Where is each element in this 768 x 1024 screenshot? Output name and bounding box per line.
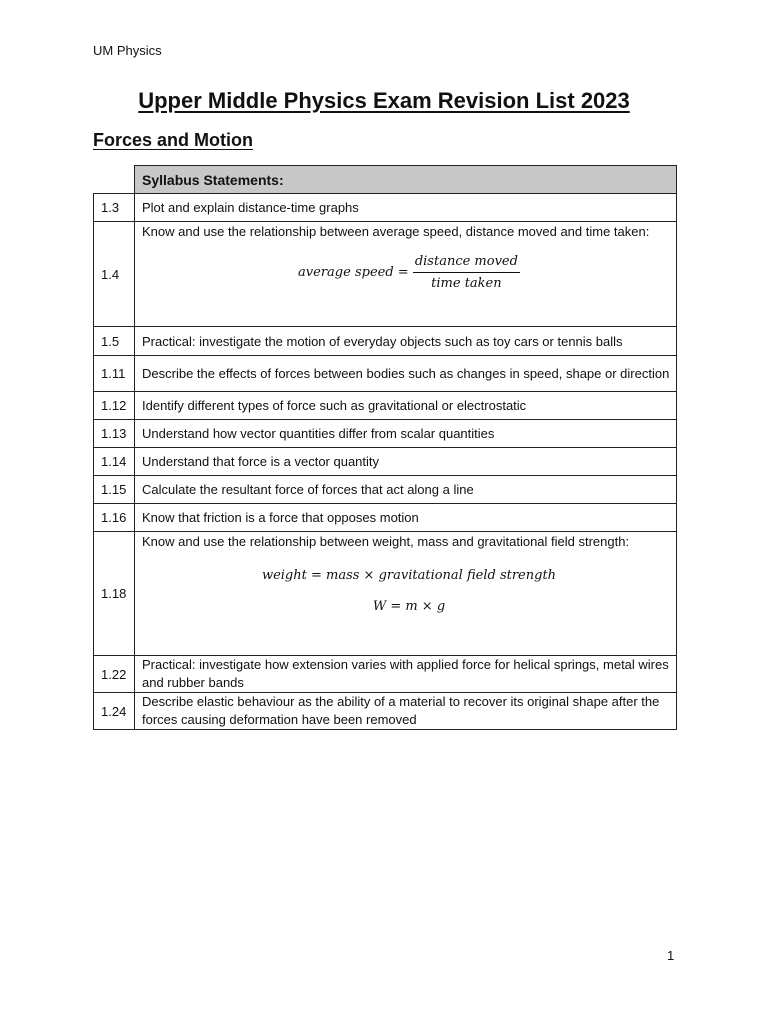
row-statement [135,532,677,656]
row-statement: Identify different types of force such as gravitational or electrostatic [135,392,677,420]
page-header: UM Physics [93,43,162,58]
table-row [94,532,677,656]
syllabus-header: Syllabus Statements: [135,166,677,194]
table-row [94,392,677,420]
fraction-denominator: time taken [431,276,502,291]
equation-lhs: average speed = [298,265,409,280]
table-row [94,504,677,532]
row-statement: Plot and explain distance-time graphs [135,194,677,222]
row-number: 1.5 [94,327,135,356]
header-blank-cell [94,166,135,194]
row-statement: Practical: investigate how extension varies with applied force for helical springs, metal wires and rubber bands [135,656,677,693]
document-title [0,88,768,114]
row-statement: Practical: investigate the motion of everyday objects such as toy cars or tennis balls [135,327,677,356]
page-number: 1 [667,948,675,963]
equation-weight-symbols: W = m × g [372,599,446,614]
equation-weight: weight = mass × gravitational field strength [261,568,557,583]
fraction-numerator: distance moved [413,254,520,273]
row-number: 1.16 [94,504,135,532]
row-number: 1.12 [94,392,135,420]
table-row [94,194,677,222]
row-number: 1.15 [94,476,135,504]
row-number: 1.13 [94,420,135,448]
row-number: 1.22 [94,656,135,693]
table-row [94,693,677,730]
statement-text: Know and use the relationship between weight, mass and gravitational field strength: [142,534,630,549]
table-row [94,420,677,448]
row-statement [135,222,677,327]
row-number: 1.18 [94,532,135,656]
table-row [94,222,677,327]
equation-speed [142,254,676,291]
row-number: 1.4 [94,222,135,327]
syllabus-table [93,165,677,730]
table-row [94,476,677,504]
table-row [94,448,677,476]
row-statement: Understand that force is a vector quantity [135,448,677,476]
section-title: Forces and Motion [93,130,254,150]
row-number: 1.24 [94,693,135,730]
row-number: 1.3 [94,194,135,222]
row-statement: Know that friction is a force that opposes motion [135,504,677,532]
document-title-text: Upper Middle Physics Exam Revision List 2023 [138,88,630,113]
equation-fraction [413,254,520,291]
row-statement: Understand how vector quantities differ from scalar quantities [135,420,677,448]
row-statement: Describe elastic behaviour as the ability of a material to recover its original shape after the forces causing deformation have been removed [135,693,677,730]
table-header-row [94,166,677,194]
table-row [94,327,677,356]
row-statement: Describe the effects of forces between bodies such as changes in speed, shape or direction [135,356,677,392]
statement-text: Know and use the relationship between average speed, distance moved and time taken: [142,224,650,239]
row-statement: Calculate the resultant force of forces that act along a line [135,476,677,504]
table-row [94,656,677,693]
table-row [94,356,677,392]
row-number: 1.14 [94,448,135,476]
row-number: 1.11 [94,356,135,392]
